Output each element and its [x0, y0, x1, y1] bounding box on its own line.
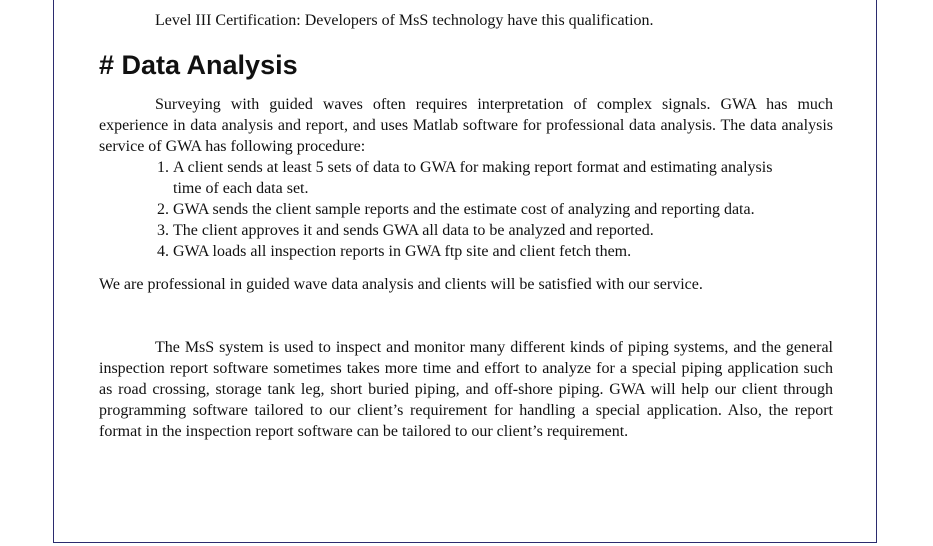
closing-statement: We are professional in guided wave data analysis and clients will be satisfied with our service. — [99, 276, 703, 293]
procedure-step: 2. GWA sends the client sample reports and the estimate cost of analyzing and reporting data. — [173, 199, 803, 220]
data-analysis-paragraph: Surveying with guided waves often requires interpretation of complex signals. GWA has much experience in data analysis and report, and uses Matlab software for professional data analysis. The data analysis service of GWA has following procedure: — [99, 96, 833, 155]
procedure-step: 4. GWA loads all inspection reports in GWA ftp site and client fetch them. — [173, 241, 803, 262]
procedure-step: 3. The client approves it and sends GWA all data to be analyzed and reported. — [173, 220, 803, 241]
custom-software-paragraph: The MsS system is used to inspect and monitor many different kinds of piping systems, and the general inspection report software sometimes takes more time and effort to analyze for a special piping application such as road crossing, storage tank leg, short buried piping, and off-shore piping. GWA will help our client through programming software tailored to our client’s requirement for handling a special application. Also, the report format in the inspection report software can be tailored to our client’s requirement. — [99, 339, 833, 440]
document-content — [99, 10, 833, 442]
level3-certification-text: Level III Certification: Developers of MsS technology have this qualification. — [155, 12, 654, 29]
procedure-step: 1. A client sends at least 5 sets of data to GWA for making report format and estimating analysis time of each data set. — [173, 157, 803, 199]
procedure-list — [99, 157, 833, 262]
section-heading: # Data Analysis — [99, 50, 298, 80]
